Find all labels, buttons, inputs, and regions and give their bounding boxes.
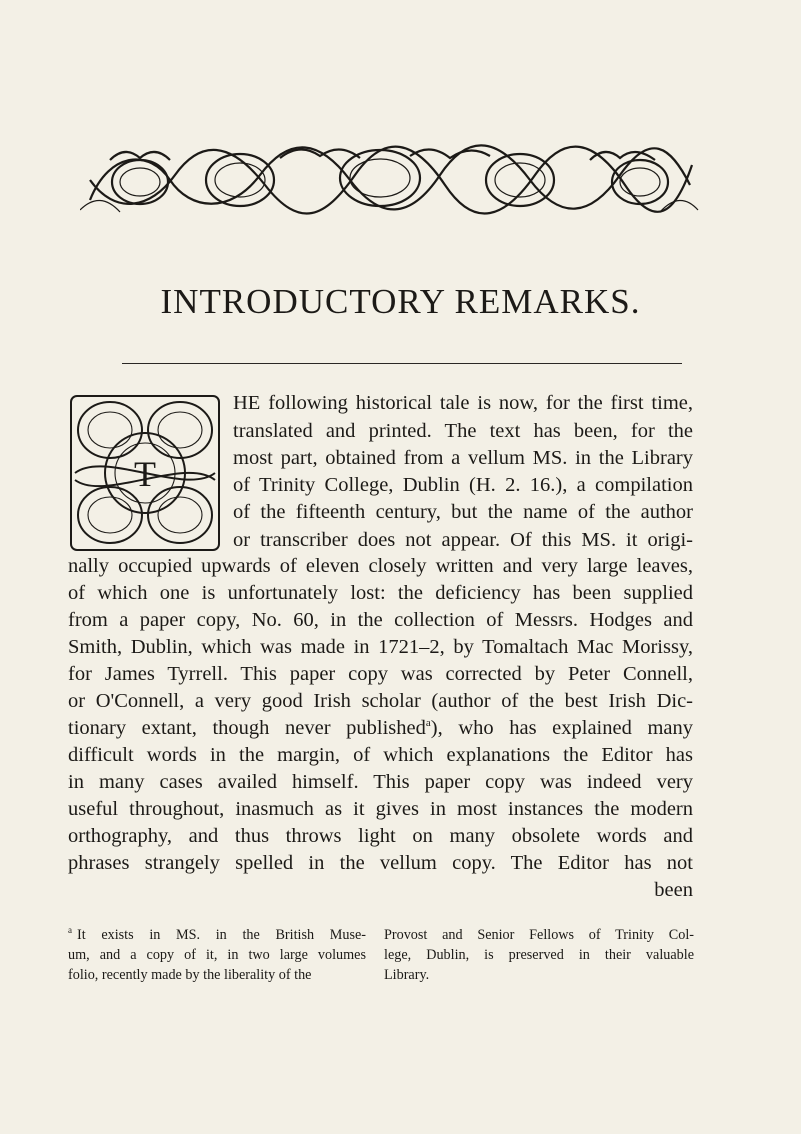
footnote-reference[interactable]: a bbox=[425, 717, 431, 729]
body-line: in many cases availed himself. This paper copy was indeed very bbox=[68, 771, 693, 793]
title-rule bbox=[122, 363, 682, 364]
footnote-line: Library. bbox=[384, 967, 430, 983]
footnote-line: folio, recently made by the liberality of the bbox=[68, 967, 312, 983]
initial-letter-text: T bbox=[134, 454, 156, 494]
footnote-line: Provost and Senior Fellows of Trinity Col- bbox=[384, 927, 694, 943]
body-line: Smith, Dublin, which was made in 1721–2, by Tomaltach Mac Morissy, bbox=[68, 636, 693, 658]
body-line: translated and printed. The text has been, for the bbox=[233, 420, 693, 442]
body-line: orthography, and thus throws light on many obsolete words and bbox=[68, 825, 693, 847]
footnote-line: um, and a copy of it, in two large volumes bbox=[68, 947, 366, 963]
body-line: of the fifteenth century, but the name of the author bbox=[233, 501, 693, 523]
body-line: of which one is unfortunately lost: the deficiency has been supplied bbox=[68, 582, 693, 604]
footnote-marker: a bbox=[68, 925, 72, 935]
ornamental-initial-letter bbox=[65, 390, 225, 556]
body-line: phrases strangely spelled in the vellum copy. The Editor has not bbox=[68, 852, 693, 874]
body-line: useful throughout, inasmuch as it gives in most instances the modern bbox=[68, 798, 693, 820]
body-line-part: tionary extant, though never published bbox=[68, 717, 426, 739]
body-line: most part, obtained from a vellum MS. in the Library bbox=[233, 447, 693, 469]
body-line: of Trinity College, Dublin (H. 2. 16.), a compilation bbox=[233, 474, 693, 496]
body-line: nally occupied upwards of eleven closely written and very large leaves, bbox=[68, 555, 693, 577]
body-line: or transcriber does not appear. Of this MS. it origi- bbox=[233, 529, 693, 551]
footnote-text: It exists in MS. in the British Muse- bbox=[77, 927, 366, 943]
catchword: been bbox=[654, 879, 693, 901]
body-line-part: ), who has explained many bbox=[430, 717, 693, 739]
body-line: for James Tyrrell. This paper copy was corrected by Peter Connell, bbox=[68, 663, 693, 685]
body-line: from a paper copy, No. 60, in the collection of Messrs. Hodges and bbox=[68, 609, 693, 631]
page-title: INTRODUCTORY REMARKS. bbox=[160, 282, 641, 321]
footnote-line: lege, Dublin, is preserved in their valuable bbox=[384, 947, 694, 963]
body-line-with-footnote-ref bbox=[68, 715, 693, 741]
interlace-headpiece-ornament bbox=[80, 140, 700, 220]
body-line: difficult words in the margin, of which explanations the Editor has bbox=[68, 744, 693, 766]
footnote-line bbox=[68, 925, 366, 945]
body-line: or O'Connell, a very good Irish scholar (author of the best Irish Dic- bbox=[68, 690, 693, 712]
body-line: HE following historical tale is now, for the first time, bbox=[233, 392, 693, 414]
